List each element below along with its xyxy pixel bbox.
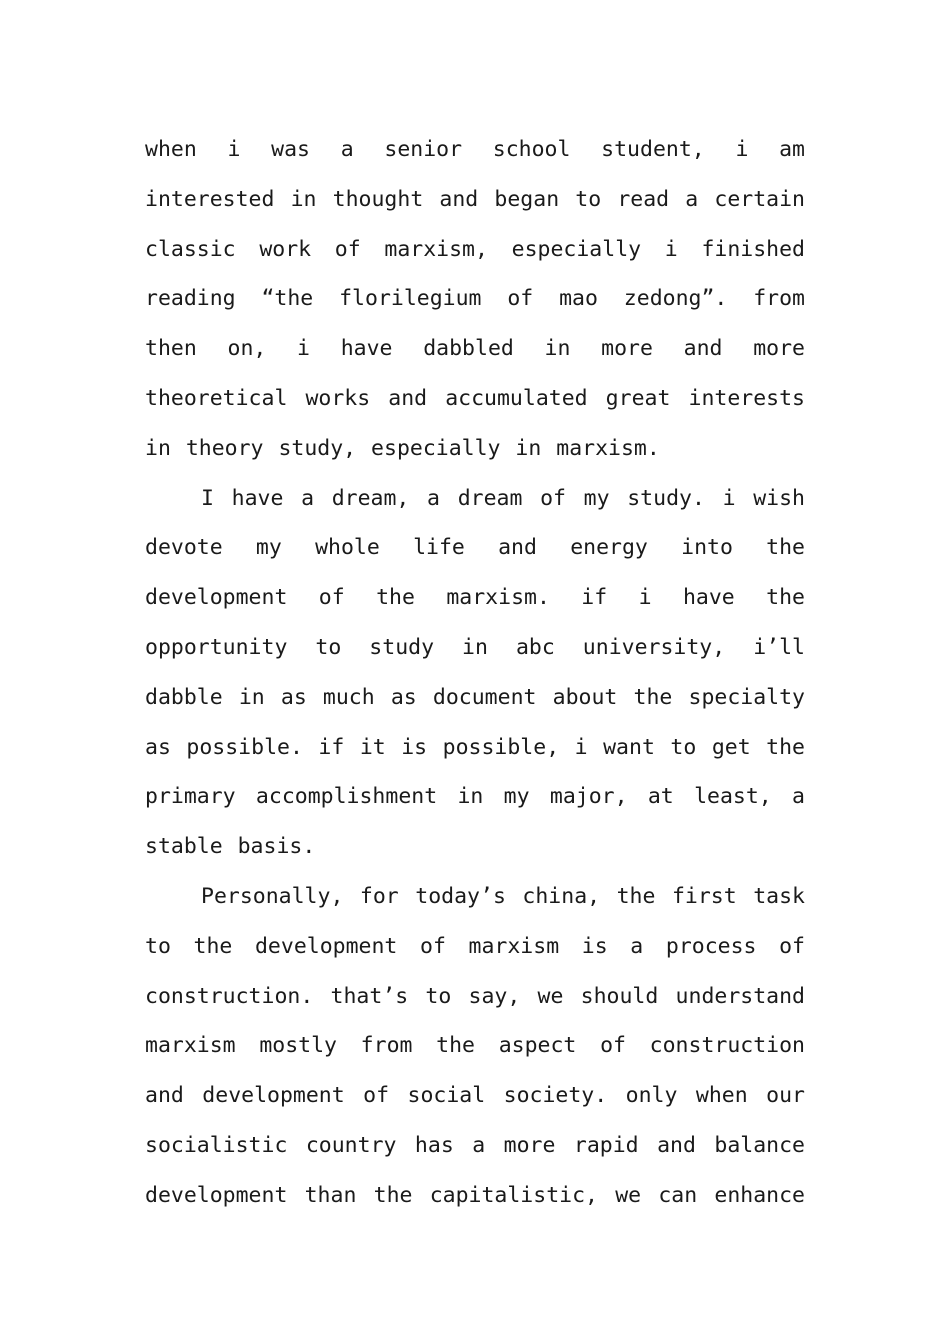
document-body [145,125,805,1221]
paragraph-3: Personally, for today’s china, the first task to the development of marxism is a process of construction. that’s to say, we should understand marxism mostly from the aspect of construction and development of social society. only when our socialistic country has a more rapid and balance development than the capitalistic, we can enhance [145,883,805,1208]
paragraph-2: I have a dream, a dream of my study. i wish devote my whole life and energy into the development of the marxism. if i have the opportunity to study in abc university, i’ll dabble in as much as document about the specialty as possible. if it is possible, i want to get the primary accomplishment in my major, at least, a stable basis. [145,485,805,860]
paragraph-1: when i was a senior school student, i am interested in thought and began to read a certain classic work of marxism, especially i finished reading “the florilegium of mao zedong”. from then on, i have dabbled in more and more theoretical works and accumulated great interests in theory study, especially in marxism. [145,137,805,461]
